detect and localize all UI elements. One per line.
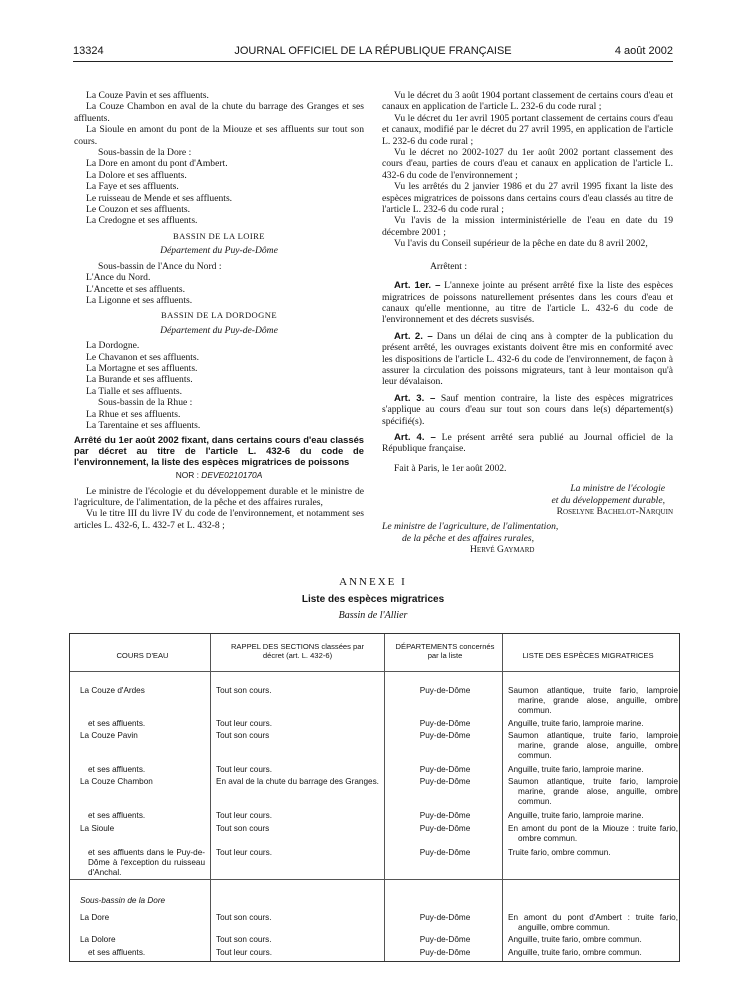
table-cell: et ses affluents. [88, 719, 146, 728]
table-cell: Tout leur cours. [216, 848, 272, 857]
subbasin-row: Sous-bassin de la Dore [80, 896, 166, 905]
river-entry: La Couze Pavin et ses affluents. [86, 90, 209, 101]
annexe-basin: Bassin de l'Allier [338, 610, 408, 621]
table-cell: Puy-de-Dôme [419, 824, 471, 833]
table-cell: Saumon atlantique, truite fario, lamproie marine, grande alose, anguille, ombre commun. [508, 686, 678, 716]
river-entry: La Dolore et ses affluents. [86, 169, 187, 181]
table-cell: Puy-de-Dôme [419, 848, 471, 857]
table-cell: Puy-de-Dôme [419, 765, 471, 774]
left-column [74, 90, 364, 531]
river-entry: La Rhue et ses affluents. [86, 408, 181, 420]
table-cell: Tout leur cours. [216, 719, 272, 728]
vu-paragraph: Vu le décret no 2002-1027 du 1er août 2002 portant classement des cours d'eau, parties de cours d'eau et canaux en application de l'article L. 432-6 du code de l'environnement ; [382, 147, 673, 181]
annexe-heading [73, 576, 673, 621]
vu-paragraph: Vu le décret du 1er avril 1905 portant classement de certains cours d'eau et canaux, modifié par le décret du 27 avril 1995, en application de l'article L. 232-6 du code rural ; [382, 112, 673, 147]
subbasin-heading: Sous-bassin de la Rhue : [98, 397, 193, 409]
column-header: RAPPEL DES SECTIONS classées par décret (art. L. 432-6) [230, 642, 365, 660]
table-cell: Anguille, truite fario, lamproie marine. [508, 765, 644, 774]
signatory-name: Roselyne Bachelot-Narquin [556, 506, 673, 517]
table-header-rule [70, 671, 679, 672]
article-3 [382, 393, 673, 427]
table-cell: Anguille, truite fario, ombre commun. [508, 935, 642, 944]
right-column [382, 90, 673, 556]
species-table [69, 633, 680, 962]
article-text: Dans un délai de cinq ans à compter de la publication du présent arrêté, les ouvrages existants doivent être mis en conformité avec les dispositions de l'article L. 432-6 du code de l'environnement, de façon à assurer la circulation des poissons migrateurs, tant à leur montaison qu'à leur dévalaison. [382, 330, 673, 388]
table-cell: Saumon atlantique, truite fario, lamproie marine, grande alose, anguille, ombre commun. [508, 731, 678, 761]
river-entry: La Tialle et ses affluents. [86, 385, 183, 397]
table-cell: et ses affluents dans le Puy-de-Dôme à l'exception du ruisseau d'Anchal. [88, 848, 205, 878]
table-cell: En amont du pont d'Ambert : truite fario, anguille, ombre commun. [508, 913, 678, 933]
arrete-title: Arrêté du 1er août 2002 fixant, dans certains cours d'eau classés par décret au titre de l'article L. 432-6 du code de l'environnement, la liste des espèces migratrices de poissons [74, 434, 364, 467]
column-header: LISTE DES ESPÈCES MIGRATRICES [522, 651, 654, 660]
article-label: Art. 3. – [394, 392, 436, 404]
nor-reference [74, 470, 364, 481]
table-cell: Tout leur cours. [216, 948, 272, 957]
signatory-title: Le ministre de l'agriculture, de l'alimentation, [382, 521, 559, 533]
vu-paragraph: Vu l'avis de la mission interministérielle de l'eau en date du 19 décembre 2001 ; [382, 215, 673, 238]
table-cell: Tout leur cours. [216, 811, 272, 820]
river-entry: La Credogne et ses affluents. [86, 215, 198, 227]
subbasin-heading: Sous-bassin de l'Ance du Nord : [98, 260, 222, 272]
river-entry: L'Ance du Nord. [86, 272, 151, 284]
river-entry: Le Chavanon et ses affluents. [86, 351, 200, 363]
table-cell: Tout son cours. [216, 913, 272, 922]
annexe-title: ANNEXE I [339, 576, 407, 588]
signatory-name: Hervé Gaymard [470, 544, 535, 556]
table-cell: Tout leur cours. [216, 765, 272, 774]
issue-date: 4 août 2002 [614, 45, 673, 57]
river-entry: La Dordogne. [86, 340, 140, 352]
preamble-paragraph: Vu le titre III du livre IV du code de l'environnement, et notamment ses articles L. 432-6, L. 432-7 et L. 432-8 ; [74, 508, 364, 531]
river-entry: La Dore en amont du pont d'Ambert. [86, 158, 228, 170]
arretent-heading: Arrêtent : [430, 260, 468, 272]
table-cell: Anguille, truite fario, lamproie marine. [508, 811, 644, 820]
article-label: Art. 4. – [394, 431, 436, 443]
journal-title: JOURNAL OFFICIEL DE LA RÉPUBLIQUE FRANÇAISE [234, 45, 512, 57]
table-cell: La Sioule [80, 824, 115, 833]
table-cell: Truite fario, ombre commun. [508, 848, 611, 857]
vu-paragraph: Vu les arrêtés du 2 janvier 1986 et du 27 avril 1995 fixant la liste des espèces migratrices de poissons dans certains cours d'eau classés au titre de l'article L. 232-6 du code rural ; [382, 181, 673, 216]
basin-heading: BASSIN DE LA LOIRE [173, 230, 265, 241]
table-cell: Anguille, truite fario, ombre commun. [508, 948, 642, 957]
table-cell: Puy-de-Dôme [419, 811, 471, 820]
department-heading: Département du Puy-de-Dôme [160, 324, 278, 336]
table-cell: et ses affluents. [88, 765, 146, 774]
river-entry: La Couze Chambon en aval de la chute du barrage des Granges et ses affluents. [74, 101, 364, 124]
table-section-rule [70, 879, 679, 880]
table-cell: Puy-de-Dôme [419, 686, 471, 695]
table-cell: Puy-de-Dôme [419, 731, 471, 740]
river-entry: La Tarentaine et ses affluents. [86, 419, 201, 431]
table-cell: et ses affluents. [88, 948, 146, 957]
table-cell: Anguille, truite fario, lamproie marine. [508, 719, 644, 728]
vu-paragraph: Vu le décret du 3 août 1904 portant classement de certains cours d'eau et canaux en application de l'article L. 232-6 du code rural ; [382, 90, 673, 113]
table-cell: La Couze Chambon [80, 777, 153, 786]
article-4 [382, 432, 673, 455]
basin-heading: BASSIN DE LA DORDOGNE [160, 310, 278, 321]
table-cell: Tout son cours [216, 824, 270, 833]
signatory-title: La ministre de l'écologie [570, 483, 665, 495]
article-text: Sauf mention contraire, la liste des espèces migratrices s'applique au cours d'eau sur tout son cours dans le(s) département(s) spécifié(s). [382, 392, 673, 427]
fait-line: Fait à Paris, le 1er août 2002. [394, 462, 507, 474]
page-number: 13324 [73, 45, 104, 57]
subbasin-heading: Sous-bassin de la Dore : [98, 147, 192, 159]
article-2 [382, 331, 673, 388]
river-entry: Le Couzon et ses affluents. [86, 204, 190, 216]
table-cell: En aval de la chute du barrage des Granges. [216, 777, 379, 786]
nor-code: DEVE0210170A [201, 470, 263, 481]
preamble-paragraph: Le ministre de l'écologie et du développement durable et le ministre de l'agriculture, de l'alimentation, de la pêche et des affaires rurales, [74, 485, 364, 508]
signatory-title: et du développement durable, [551, 494, 665, 506]
table-cell: Saumon atlantique, truite fario, lamproie marine, grande alose, anguille, ombre commun. [508, 777, 678, 807]
article-label: Art. 1er. – [394, 280, 441, 292]
column-header: COURS D'EAU [116, 651, 169, 660]
header-rule [73, 61, 673, 62]
table-cell: Puy-de-Dôme [419, 913, 471, 922]
table-cell: et ses affluents. [88, 811, 146, 820]
article-1 [382, 280, 673, 326]
table-cell: La Couze d'Ardes [80, 686, 145, 695]
table-cell: Tout son cours. [216, 935, 272, 944]
table-cell: Puy-de-Dôme [419, 777, 471, 786]
article-text: L'annexe jointe au présent arrêté fixe la liste des espèces migratrices de poissons naturellement présentes dans les cours d'eau et canaux qu'elle mentionne, au titre de l'article L. 432-6 du code de l'environnement et des décrets susvisés. [382, 280, 673, 326]
river-entry: La Ligonne et ses affluents. [86, 294, 193, 306]
signatory-title: de la pêche et des affaires rurales, [402, 532, 535, 544]
river-entry: La Mortagne et ses affluents. [86, 362, 198, 374]
table-cell: En amont du pont de la Miouze : truite fario, ombre commun. [508, 824, 678, 844]
nor-label: NOR : [175, 470, 199, 481]
table-cell: Tout son cours. [216, 686, 272, 695]
river-entry: L'Ancette et ses affluents. [86, 283, 186, 295]
table-cell: Puy-de-Dôme [419, 719, 471, 728]
table-cell: Puy-de-Dôme [419, 948, 471, 957]
table-cell: Puy-de-Dôme [419, 935, 471, 944]
department-heading: Département du Puy-de-Dôme [160, 245, 278, 257]
table-cell: La Couze Pavin [80, 731, 138, 740]
river-entry: La Burande et ses affluents. [86, 374, 193, 386]
annexe-subtitle: Liste des espèces migratrices [301, 594, 445, 605]
article-label: Art. 2. – [394, 330, 433, 342]
column-header: DÉPARTEMENTS concernés par la liste [395, 642, 495, 660]
vu-paragraph: Vu l'avis du Conseil supérieur de la pêche en date du 8 avril 2002, [394, 238, 648, 250]
table-cell: La Dolore [80, 935, 116, 944]
table-cell: Tout son cours [216, 731, 270, 740]
article-text: Le présent arrêté sera publié au Journal officiel de la République française. [382, 431, 673, 455]
river-entry: La Sioule en amont du pont de la Miouze et ses affluents sur tout son cours. [74, 124, 364, 147]
river-entry: Le ruisseau de Mende et ses affluents. [86, 192, 233, 204]
table-cell: La Dore [80, 913, 110, 922]
river-entry: La Faye et ses affluents. [86, 181, 179, 193]
